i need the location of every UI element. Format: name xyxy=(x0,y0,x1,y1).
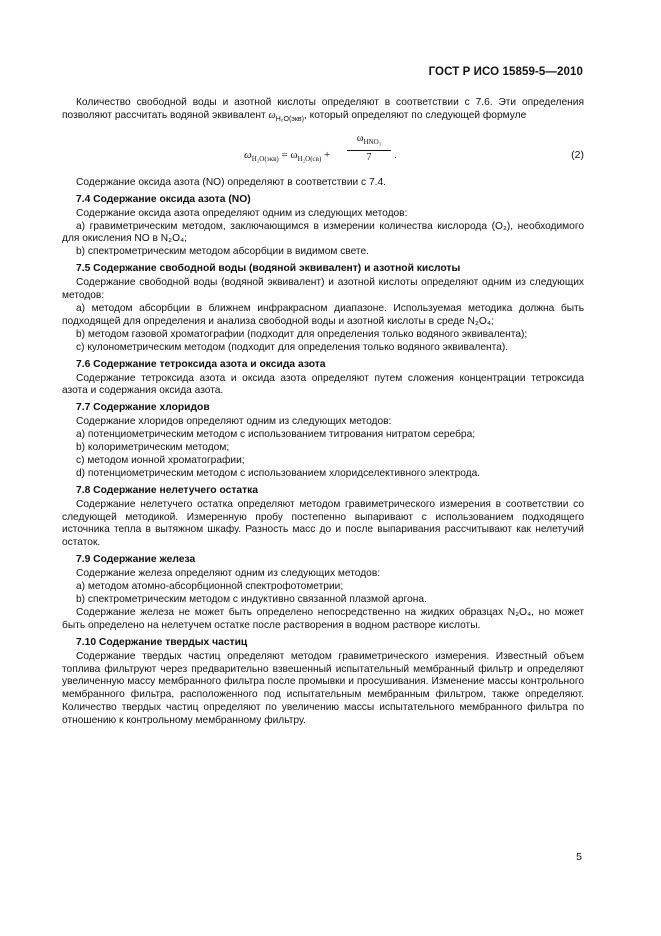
formula-num-sub: HNO₃ xyxy=(363,137,382,146)
formula-lhs-symbol: ω xyxy=(244,148,252,161)
formula-lhs-sub: H₂O(экв) xyxy=(251,154,279,163)
formula-number: (2) xyxy=(571,148,584,161)
section-7-10-title: 7.10 Содержание твердых частиц xyxy=(76,636,248,648)
section-7-5-item-a: a) методом абсорбции в ближнем инфракрасном диапазоне. Используемая методика должна быть подходящей для определения и анализа свободной воды и азотной кислоты в среде N₂O₄; xyxy=(62,302,584,327)
section-7-7-item-d: d) потенциометрическим методом с использованием хлоридселективного электрода. xyxy=(76,467,481,479)
section-7-7-item-a: a) потенциометрическим методом с использованием титрования нитратом серебра; xyxy=(76,429,476,441)
formula-eq: = ω xyxy=(278,148,298,161)
document-body xyxy=(62,97,584,728)
formula-rhs-sub: H₂O(св) xyxy=(297,154,322,163)
formula-num-symbol: ω xyxy=(356,132,364,144)
section-7-10-text: Содержание твердых частиц определяют методом гравиметрического измерения. Известный объем топлива фильтруют через предварительно взвешенный испытательный мембранный фильтр и определяют увеличенную массу мембранного фильтра после промывки и просушивания. Изменение массы контрольного мембранного фильтра, расположенного под испытательным мембранным фильтром, также определяют. Количество твердых частиц определяют по увеличению массы испытательного мембранного фильтра по отношению к контрольному мембранному фильтру. xyxy=(62,650,584,727)
section-7-5-intro: Содержание свободной воды (водяной эквивалент) и азотной кислоты определяют одним из следующих методов: xyxy=(62,277,584,302)
omega-symbol: ω xyxy=(268,109,276,121)
section-7-5-item-b: b) методом газовой хроматографии (подходит для определения только водяного эквивалента); xyxy=(76,328,528,340)
section-7-4-intro: Содержание оксида азота определяют одним из следующих методов: xyxy=(76,207,408,219)
document-header: ГОСТ Р ИСО 15859-5—2010 xyxy=(428,66,583,78)
formula-lhs xyxy=(244,149,330,166)
section-7-8-text: Содержание нелетучего остатка определяют методом гравиметрического измерения в соответствии со следующей методикой. Измеренную пробу постепенно выпаривают с использованием подходящего источника тепла в вытяжном шкафу. Разность масс до и после выпаривания рассчитывают как нелетучий остаток. xyxy=(62,498,584,549)
section-7-6-title: 7.6 Содержание тетроксида азота и оксида азота xyxy=(76,358,326,370)
intro-paragraph xyxy=(62,97,584,127)
formula-2 xyxy=(62,129,584,175)
intro-text-a: Количество свободной воды и азотной кислоты определяют в соответствии с 7.6. Эти определения позволяют рассчитать водяной эквивалент xyxy=(62,97,584,121)
formula-dot: . xyxy=(394,148,398,161)
section-7-9-item-a: a) методом атомно-абсорбционной спектрофотометрии; xyxy=(76,581,344,593)
section-7-6-text: Содержание тетроксида азота и оксида азота определяют путем сложения концентрации тетроксида азота и содержания оксида азота. xyxy=(62,372,584,397)
formula-numerator xyxy=(347,133,391,151)
section-7-5-title: 7.5 Содержание свободной воды (водяной эквивалент) и азотной кислоты xyxy=(76,263,461,275)
section-7-4-item-b: b) спектрометрическим методом абсорбции в видимом свете. xyxy=(76,246,369,258)
section-7-9-intro: Содержание железа определяют одним из следующих методов: xyxy=(76,568,381,580)
section-7-9-title: 7.9 Содержание железа xyxy=(76,554,196,566)
section-7-7-item-c: c) методом ионной хроматографии; xyxy=(76,454,245,466)
section-7-4-title: 7.4 Содержание оксида азота (NO) xyxy=(76,193,251,205)
page-number: 5 xyxy=(576,851,582,863)
section-7-9-item-b: b) спектрометрическим методом с индуктивно связанной плазмой аргона. xyxy=(76,594,427,605)
formula-fraction xyxy=(347,133,391,165)
formula-plus: + xyxy=(321,148,331,161)
section-7-7-title: 7.7 Содержание хлоридов xyxy=(76,402,210,414)
section-7-8-title: 7.8 Содержание нелетучего остатка xyxy=(76,484,259,496)
section-7-7-item-b: b) колориметрическим методом; xyxy=(76,442,230,454)
section-7-7-intro: Содержание хлоридов определяют одним из следующих методов: xyxy=(76,416,392,428)
intro-text-b: , который определяют по следующей формуле xyxy=(303,109,527,121)
formula-denominator: 7 xyxy=(366,151,372,163)
no-paragraph: Содержание оксида азота (NO) определяют в соответствии с 7.4. xyxy=(76,176,386,188)
section-7-5-item-c: c) кулонометрическим методом (подходит для определения только водяного эквивалента). xyxy=(76,341,509,353)
section-7-9-note: Содержание железа не может быть определено непосредственно на жидких образцах N₂O₄, но может быть определено на нелетучем остатке после растворения в водном растворе кислоты. xyxy=(62,606,584,631)
omega-subscript: H₂O(экв) xyxy=(275,115,304,123)
section-7-4-item-a: a) гравиметрическим методом, заключающимся в измерении количества кислорода (O₂), необходимого для окисления NO в N₂O₄; xyxy=(62,220,584,245)
